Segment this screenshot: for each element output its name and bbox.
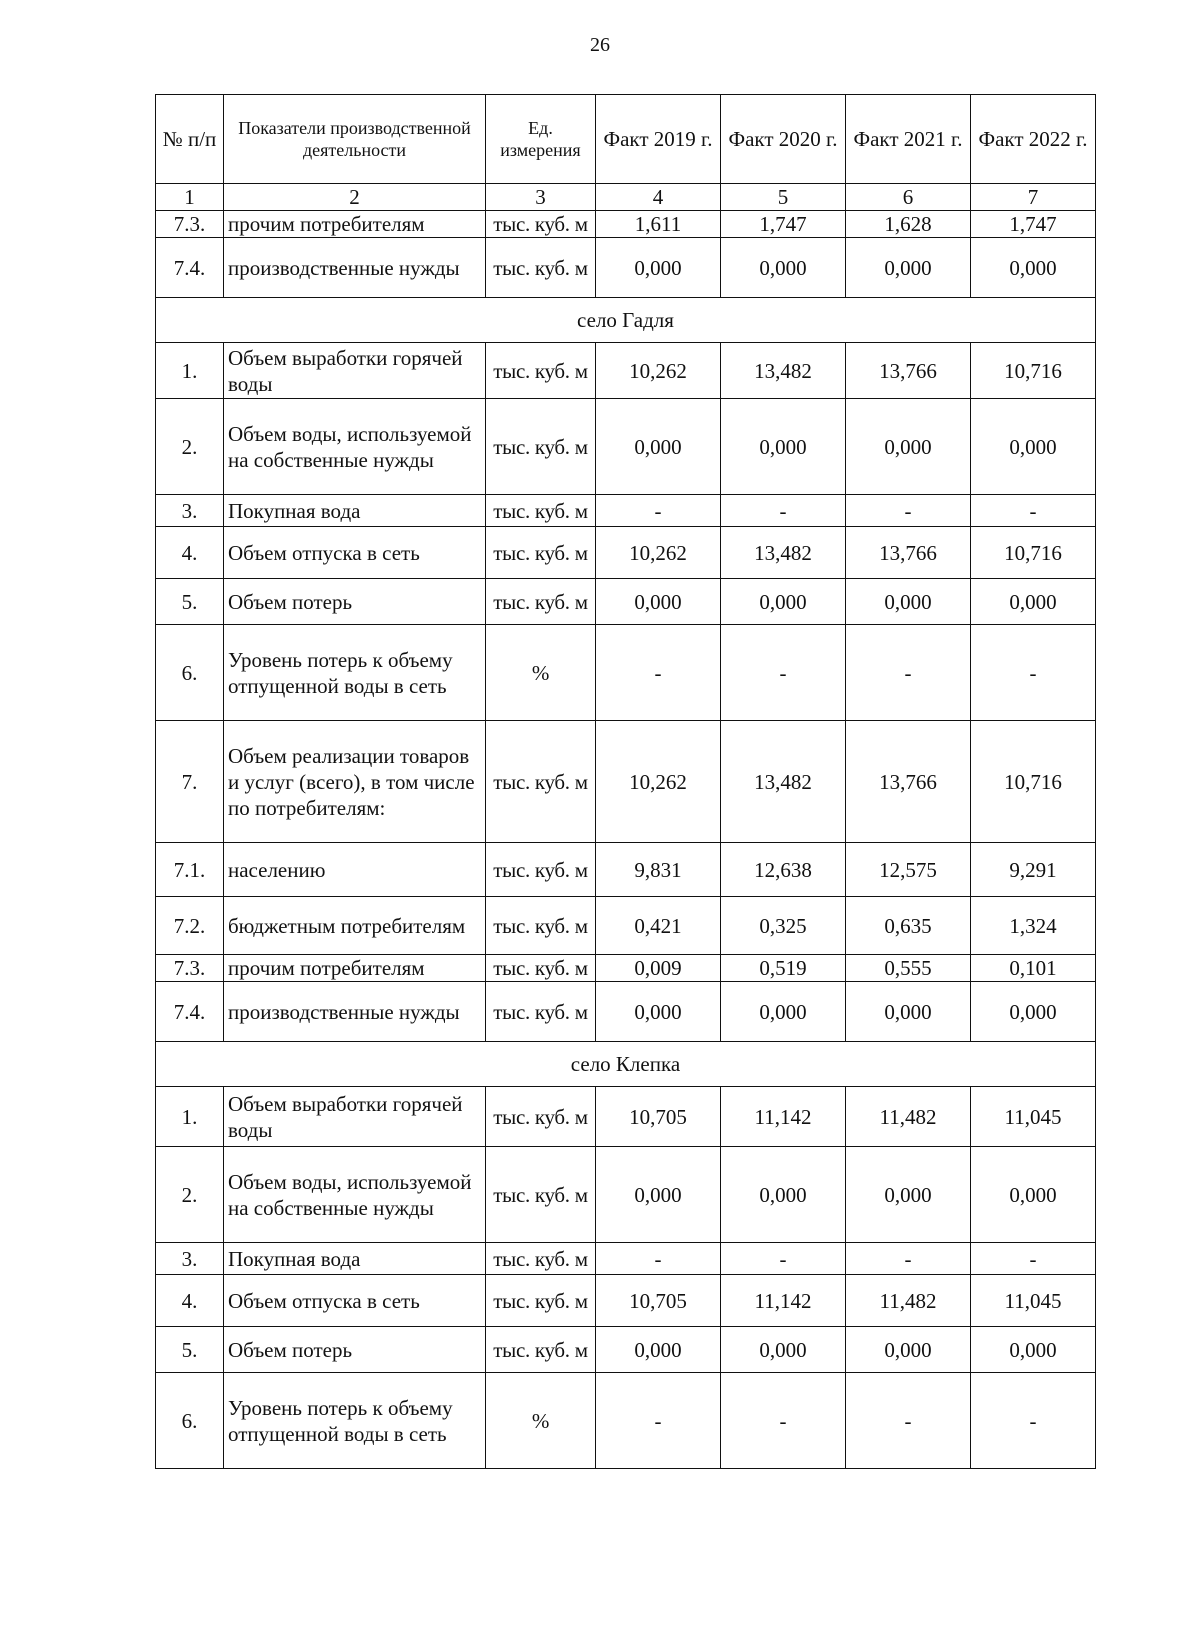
row-value-2019: 0,000 — [596, 982, 721, 1042]
column-number: 7 — [971, 184, 1096, 211]
row-unit: тыс. куб. м — [486, 343, 596, 399]
row-indicator: прочим потребителям — [224, 211, 486, 238]
row-number: 1. — [156, 1087, 224, 1147]
row-number: 6. — [156, 625, 224, 721]
table-row — [156, 343, 1096, 399]
row-unit: % — [486, 1373, 596, 1469]
row-indicator: Уровень потерь к объему отпущенной воды в сеть — [224, 1373, 486, 1469]
page-number: 26 — [590, 34, 610, 56]
row-value-2021: 13,766 — [846, 343, 971, 399]
row-value-2022: 11,045 — [971, 1275, 1096, 1327]
row-value-2020: 0,325 — [721, 897, 846, 955]
row-value-2020: - — [721, 1243, 846, 1275]
row-unit: тыс. куб. м — [486, 1327, 596, 1373]
row-unit: тыс. куб. м — [486, 399, 596, 495]
table-row — [156, 238, 1096, 298]
row-unit: тыс. куб. м — [486, 1147, 596, 1243]
header-year: Факт 2022 г. — [971, 95, 1096, 184]
row-value-2019: 10,262 — [596, 527, 721, 579]
row-value-2021: 12,575 — [846, 843, 971, 897]
row-value-2020: 1,747 — [721, 211, 846, 238]
row-value-2019: 0,000 — [596, 1147, 721, 1243]
row-value-2021: 0,000 — [846, 982, 971, 1042]
header-unit: Ед. измерения — [486, 95, 596, 184]
header-year: Факт 2019 г. — [596, 95, 721, 184]
table-row — [156, 843, 1096, 897]
row-unit: % — [486, 625, 596, 721]
table-row — [156, 1275, 1096, 1327]
row-unit: тыс. куб. м — [486, 527, 596, 579]
row-number: 7. — [156, 721, 224, 843]
row-value-2020: 12,638 — [721, 843, 846, 897]
row-value-2021: 1,628 — [846, 211, 971, 238]
row-number: 6. — [156, 1373, 224, 1469]
row-value-2020: 0,000 — [721, 579, 846, 625]
row-value-2019: 0,000 — [596, 238, 721, 298]
row-number: 5. — [156, 579, 224, 625]
row-unit: тыс. куб. м — [486, 211, 596, 238]
row-indicator: Объем отпуска в сеть — [224, 1275, 486, 1327]
table-row — [156, 1087, 1096, 1147]
table-body — [156, 211, 1096, 1469]
row-value-2021: - — [846, 495, 971, 527]
table-header-row — [156, 95, 1096, 184]
row-value-2022: - — [971, 1243, 1096, 1275]
row-number: 4. — [156, 527, 224, 579]
row-value-2020: - — [721, 495, 846, 527]
row-value-2020: 13,482 — [721, 343, 846, 399]
row-value-2022: 10,716 — [971, 343, 1096, 399]
row-number: 7.4. — [156, 238, 224, 298]
row-value-2020: 0,000 — [721, 1147, 846, 1243]
table-row — [156, 527, 1096, 579]
table-row — [156, 1373, 1096, 1469]
row-indicator: производственные нужды — [224, 238, 486, 298]
row-value-2022: 0,000 — [971, 399, 1096, 495]
row-value-2022: 10,716 — [971, 527, 1096, 579]
row-unit: тыс. куб. м — [486, 721, 596, 843]
row-value-2019: - — [596, 1373, 721, 1469]
row-value-2021: 0,000 — [846, 1147, 971, 1243]
row-value-2022: - — [971, 495, 1096, 527]
row-indicator: населению — [224, 843, 486, 897]
section-title: село Гадля — [156, 298, 1096, 343]
row-value-2021: - — [846, 625, 971, 721]
row-indicator: Объем потерь — [224, 1327, 486, 1373]
header-num: № п/п — [156, 95, 224, 184]
row-value-2022: 0,000 — [971, 579, 1096, 625]
row-indicator: Покупная вода — [224, 495, 486, 527]
row-indicator: Объем реализации товаров и услуг (всего), в том числе по потребителям: — [224, 721, 486, 843]
row-unit: тыс. куб. м — [486, 897, 596, 955]
row-indicator: Объем отпуска в сеть — [224, 527, 486, 579]
row-indicator: прочим потребителям — [224, 955, 486, 982]
row-value-2020: 13,482 — [721, 527, 846, 579]
row-value-2019: 0,000 — [596, 579, 721, 625]
row-value-2022: 0,101 — [971, 955, 1096, 982]
row-value-2022: 0,000 — [971, 238, 1096, 298]
header-indicator: Показатели производственной деятельности — [224, 95, 486, 184]
row-value-2020: 0,000 — [721, 1327, 846, 1373]
row-indicator: бюджетным потребителям — [224, 897, 486, 955]
table-row — [156, 399, 1096, 495]
row-value-2021: - — [846, 1243, 971, 1275]
row-value-2019: - — [596, 495, 721, 527]
row-value-2019: 10,262 — [596, 721, 721, 843]
table-row — [156, 1327, 1096, 1373]
row-value-2020: 13,482 — [721, 721, 846, 843]
row-number: 3. — [156, 1243, 224, 1275]
row-value-2020: 11,142 — [721, 1087, 846, 1147]
row-unit: тыс. куб. м — [486, 495, 596, 527]
row-number: 3. — [156, 495, 224, 527]
section-row — [156, 298, 1096, 343]
row-indicator: Объем выработки горячей воды — [224, 1087, 486, 1147]
row-value-2019: 10,705 — [596, 1275, 721, 1327]
table-row — [156, 1147, 1096, 1243]
row-value-2021: 13,766 — [846, 527, 971, 579]
row-unit: тыс. куб. м — [486, 579, 596, 625]
table-row — [156, 495, 1096, 527]
row-value-2021: 0,000 — [846, 238, 971, 298]
row-number: 7.3. — [156, 211, 224, 238]
row-value-2019: 0,000 — [596, 399, 721, 495]
table-row — [156, 579, 1096, 625]
row-value-2022: 0,000 — [971, 982, 1096, 1042]
column-number: 1 — [156, 184, 224, 211]
row-value-2019: - — [596, 1243, 721, 1275]
row-value-2021: 11,482 — [846, 1087, 971, 1147]
column-number: 4 — [596, 184, 721, 211]
row-value-2021: 0,635 — [846, 897, 971, 955]
row-unit: тыс. куб. м — [486, 1275, 596, 1327]
row-value-2021: 13,766 — [846, 721, 971, 843]
row-unit: тыс. куб. м — [486, 955, 596, 982]
row-number: 7.4. — [156, 982, 224, 1042]
row-value-2021: 0,555 — [846, 955, 971, 982]
header-year: Факт 2021 г. — [846, 95, 971, 184]
row-value-2019: 9,831 — [596, 843, 721, 897]
row-unit: тыс. куб. м — [486, 982, 596, 1042]
row-value-2020: 0,000 — [721, 238, 846, 298]
table-row — [156, 625, 1096, 721]
row-unit: тыс. куб. м — [486, 843, 596, 897]
row-indicator: Уровень потерь к объему отпущенной воды в сеть — [224, 625, 486, 721]
row-value-2019: 10,262 — [596, 343, 721, 399]
column-number-row — [156, 184, 1096, 211]
row-indicator: производственные нужды — [224, 982, 486, 1042]
section-row — [156, 1042, 1096, 1087]
row-number: 7.1. — [156, 843, 224, 897]
column-number: 5 — [721, 184, 846, 211]
row-value-2021: 0,000 — [846, 399, 971, 495]
row-value-2020: - — [721, 1373, 846, 1469]
table-row — [156, 982, 1096, 1042]
row-number: 1. — [156, 343, 224, 399]
header-year: Факт 2020 г. — [721, 95, 846, 184]
table-row — [156, 721, 1096, 843]
row-number: 4. — [156, 1275, 224, 1327]
row-indicator: Объем выработки горячей воды — [224, 343, 486, 399]
row-value-2019: 10,705 — [596, 1087, 721, 1147]
row-indicator: Объем воды, используемой на собственные нужды — [224, 1147, 486, 1243]
row-value-2019: 0,009 — [596, 955, 721, 982]
row-indicator: Покупная вода — [224, 1243, 486, 1275]
row-number: 2. — [156, 1147, 224, 1243]
row-value-2022: 9,291 — [971, 843, 1096, 897]
row-value-2020: - — [721, 625, 846, 721]
row-value-2022: 1,324 — [971, 897, 1096, 955]
row-number: 7.3. — [156, 955, 224, 982]
row-unit: тыс. куб. м — [486, 238, 596, 298]
row-value-2019: - — [596, 625, 721, 721]
row-number: 7.2. — [156, 897, 224, 955]
row-value-2021: 0,000 — [846, 1327, 971, 1373]
row-value-2022: 10,716 — [971, 721, 1096, 843]
row-number: 2. — [156, 399, 224, 495]
row-value-2019: 1,611 — [596, 211, 721, 238]
table-row — [156, 955, 1096, 982]
row-indicator: Объем воды, используемой на собственные нужды — [224, 399, 486, 495]
row-value-2020: 0,519 — [721, 955, 846, 982]
row-value-2020: 0,000 — [721, 982, 846, 1042]
table-row — [156, 211, 1096, 238]
row-value-2022: 0,000 — [971, 1147, 1096, 1243]
row-value-2021: - — [846, 1373, 971, 1469]
table-row — [156, 897, 1096, 955]
row-value-2022: 0,000 — [971, 1327, 1096, 1373]
row-value-2022: 11,045 — [971, 1087, 1096, 1147]
column-number: 6 — [846, 184, 971, 211]
row-value-2020: 0,000 — [721, 399, 846, 495]
row-value-2021: 11,482 — [846, 1275, 971, 1327]
row-value-2019: 0,000 — [596, 1327, 721, 1373]
row-value-2022: 1,747 — [971, 211, 1096, 238]
row-value-2021: 0,000 — [846, 579, 971, 625]
row-number: 5. — [156, 1327, 224, 1373]
column-number: 3 — [486, 184, 596, 211]
production-indicators-table — [155, 94, 1096, 1469]
row-unit: тыс. куб. м — [486, 1243, 596, 1275]
row-value-2020: 11,142 — [721, 1275, 846, 1327]
column-number: 2 — [224, 184, 486, 211]
table-row — [156, 1243, 1096, 1275]
row-unit: тыс. куб. м — [486, 1087, 596, 1147]
row-value-2019: 0,421 — [596, 897, 721, 955]
row-value-2022: - — [971, 625, 1096, 721]
row-value-2022: - — [971, 1373, 1096, 1469]
row-indicator: Объем потерь — [224, 579, 486, 625]
section-title: село Клепка — [156, 1042, 1096, 1087]
